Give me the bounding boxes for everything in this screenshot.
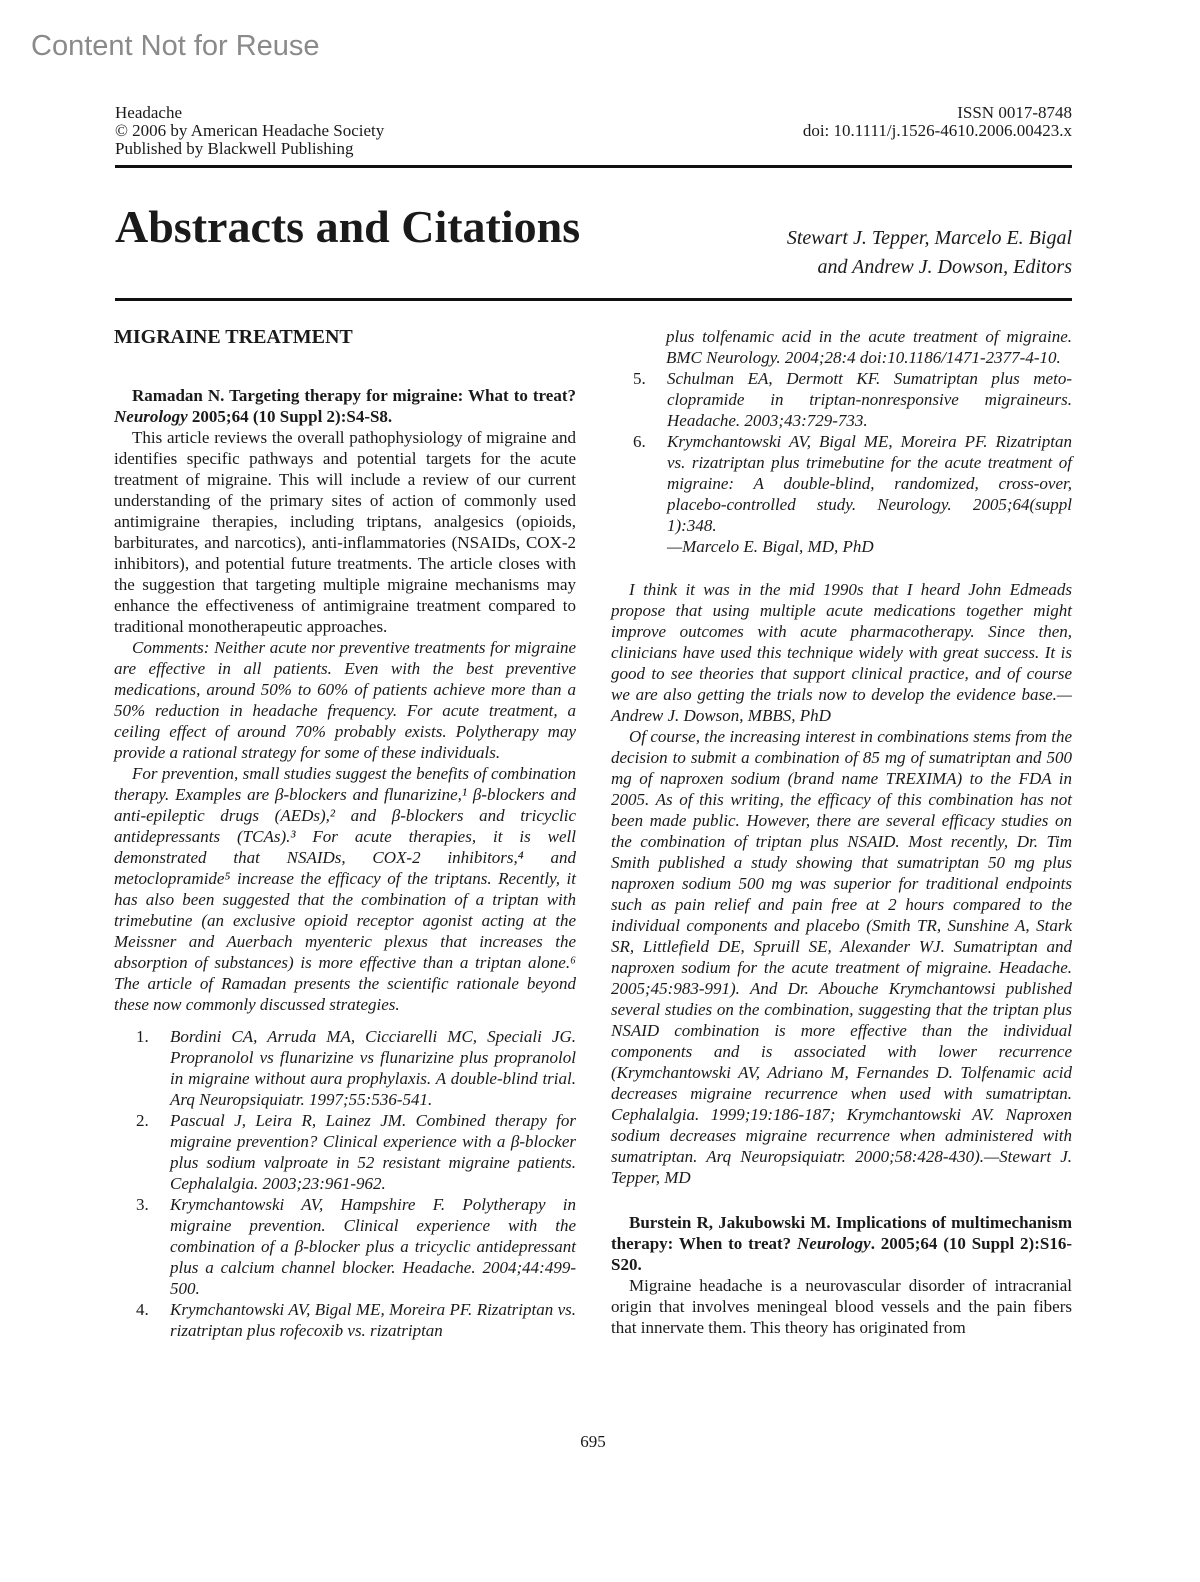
section-title: MIGRAINE TREATMENT bbox=[114, 326, 353, 348]
editors bbox=[787, 224, 1072, 282]
reference-item bbox=[114, 1194, 576, 1299]
reference-number: 2. bbox=[136, 1111, 149, 1130]
editors-line-2: and Andrew J. Dowson, Editors bbox=[817, 256, 1072, 278]
reference-item bbox=[114, 1110, 576, 1194]
citation-text: Burstein R, Jakubowski M. Implications of multimechanism therapy: When to treat? bbox=[611, 1213, 1072, 1253]
reference-text: Bordini CA, Arruda MA, Cicciarelli MC, Speciali JG. Propranolol vs flunarizine vs flunarizine plus propranolol in migraine without aura prophylaxis. A double-blind trial. Arq Neuropsiquiatr. 1997;55:536-541. bbox=[170, 1027, 576, 1109]
reference-text: Krymchantowski AV, Bigal ME, Moreira PF. Rizatriptan vs. rizatriptan plus trimebutine for the acute treatment of migraine: A double-blind, randomized, cross-over, placebo-controlled study. Neurology. 2005;64(suppl 1):348. bbox=[667, 432, 1072, 535]
citation-text: Ramadan N. Targeting therapy for migraine: What to treat? bbox=[132, 386, 576, 405]
reference-text: plus tolfenamic acid in the acute treatment of migraine. BMC Neurology. 2004;28:4 doi:10.1186/1471-2377-4-10. bbox=[666, 327, 1072, 367]
citation-journal: Neurology bbox=[797, 1234, 871, 1253]
header-rule bbox=[115, 165, 1072, 168]
reference-text: Pascual J, Leira R, Lainez JM. Combined therapy for migraine prevention? Clinical experience with a β-blocker plus sodium valproate in 52 resistant migraine patients. Cephalalgia. 2003;23:961-962. bbox=[170, 1111, 576, 1193]
watermark: Content Not for Reuse bbox=[31, 30, 320, 62]
publisher-line: Published by Blackwell Publishing bbox=[115, 139, 354, 158]
reference-number: 5. bbox=[633, 369, 646, 388]
citation-details: 2005;64 (10 Suppl 2):S4-S8. bbox=[191, 407, 393, 426]
reference-number: 6. bbox=[633, 432, 646, 451]
left-column bbox=[114, 322, 576, 1341]
comments-paragraph-1: Comments: Neither acute nor preventive treatments for migraine are effective in all patients. Even with the best preventive medications, around 50% to 60% of patients achieve more than a 50% reduction in headache frequency. For acute treatment, a ceiling effect of around 70% probably exists. Polytherapy may provide a rational strategy for some of these individuals. bbox=[114, 638, 576, 762]
article-citation-2 bbox=[611, 1212, 1072, 1275]
page-number: 695 bbox=[580, 1432, 606, 1451]
page-title: Abstracts and Citations bbox=[115, 201, 581, 252]
copyright-line: © 2006 by American Headache Society bbox=[115, 121, 385, 140]
article-abstract: This article reviews the overall pathophysiology of migraine and identifies specific pathways and potential targets for the acute treatment of migraine. This will include a review of our current understanding of the primary sites of action of commonly used antimigraine therapies, including triptans, analgesics (opioids, barbiturates, and narcotics), anti-inflammatories (NSAIDs, COX-2 inhibitors), and potential future treatments. The article closes with the suggestion that targeting multiple migraine mechanisms may enhance the effectiveness of antimigraine treatment compared to traditional monotherapeutic approaches. bbox=[114, 428, 576, 636]
editors-line-1: Stewart J. Tepper, Marcelo E. Bigal bbox=[786, 227, 1072, 249]
dowson-comment: I think it was in the mid 1990s that I heard John Edmeads propose that using multiple acute medications together might improve outcomes with acute pharmacotherapy. Since then, clinicians have used this technique widely with great success. It is good to see theories that support clinical practice, and of course we are also getting the trials now to develop the evidence base.—Andrew J. Dowson, MBBS, PhD bbox=[611, 580, 1072, 725]
citation-journal: Neurology bbox=[114, 407, 188, 426]
reference-item bbox=[611, 431, 1072, 536]
issn-doi-block bbox=[803, 104, 1072, 140]
issn: ISSN 0017-8748 bbox=[957, 103, 1072, 122]
reference-number: 4. bbox=[136, 1300, 149, 1319]
reference-text: Krymchantowski AV, Hampshire F. Polytherapy in migraine prevention. Clinical experience with the combination of a β-blocker plus a tricyclic antidepressant plus a calcium channel blocker. Headache. 2004;44:499-500. bbox=[170, 1195, 576, 1298]
reference-item bbox=[114, 1026, 576, 1110]
reference-text: Schulman EA, Dermott KF. Sumatriptan plus metoclopramide in triptan-nonresponsive migraineurs. Headache. 2003;43:729-733. bbox=[667, 369, 1072, 430]
title-rule bbox=[115, 298, 1072, 301]
reference-item bbox=[114, 1299, 576, 1341]
citation-details: . 2005;64 (10 Suppl 2):S16-S20. bbox=[611, 1234, 1072, 1274]
doi: doi: 10.1111/j.1526-4610.2006.00423.x bbox=[802, 121, 1072, 140]
comments-paragraph-2: For prevention, small studies suggest the benefits of combination therapy. Examples are β-blockers and flunarizine,¹ β-blockers and anti-epileptic drugs (AEDs),² and β-blockers and tricyclic antidepressants (TCAs).³ For acute therapies, it is well demonstrated that NSAIDs, COX-2 inhibitors,⁴ and metoclopramide⁵ increase the efficacy of the triptans. Recently, it has also been suggested that the combination of a triptan with trimebutine (an exclusive opioid receptor agonist acting at the Meissner and Auerbach myenteric plexus that increases the absorption of substances) is more effective than a triptan alone.⁶ The article of Ramadan presents the scientific rationale beyond these now commonly discussed strategies. bbox=[114, 764, 576, 1014]
article-citation bbox=[114, 385, 576, 427]
journal-name: Headache bbox=[115, 103, 183, 122]
tepper-comment: Of course, the increasing interest in combinations stems from the decision to submit a combination of 85 mg of sumatriptan and 500 mg of naproxen sodium (brand name TREXIMA) to the FDA in 2005. As of this writing, the efficacy of this combination has not been made public. However, there are several efficacy studies on the combination of triptan plus NSAID. Most recently, Dr. Tim Smith published a study showing that sumatriptan 50 mg plus naproxen sodium 500 mg was superior for traditional endpoints such as pain relief and pain free at 2 hours compared to the individual components and placebo (Smith TR, Sunshine A, Stark SR, Littlefield DE, Spruill SE, Alexander WJ. Sumatriptan and naproxen sodium for the acute treatment of migraine. Headache. 2005;45:983-991). And Dr. Abouche Krymchantowsi published several studies on the combination, suggesting that the triptan plus NSAID combination is more effective than the individual components and is associated with lower recurrence (Krymchantowski AV, Adriano M, Fernandes D. Tolfenamic acid decreases migraine recurrence when used with sumatriptan. Cephalalgia. 1999;19:186-187; Krymchantowski AV. Naproxen sodium decreases migraine recurrence when administered with sumatriptan. Arq Neuropsiquiatr. 2000;58:428-430).—Stewart J. Tepper, MD bbox=[611, 727, 1072, 1187]
journal-header bbox=[115, 104, 384, 158]
reference-list-continued bbox=[611, 368, 1072, 536]
reference-continuation bbox=[611, 326, 1072, 368]
editor-signature: —Marcelo E. Bigal, MD, PhD bbox=[667, 537, 874, 556]
reference-number: 3. bbox=[136, 1195, 149, 1214]
article-abstract-2: Migraine headache is a neurovascular disorder of intracranial origin that involves meningeal blood vessels and the pain fibers that innervate them. This theory has originated from bbox=[611, 1276, 1072, 1337]
reference-text: Krymchantowski AV, Bigal ME, Moreira PF. Rizatriptan vs. rizatriptan plus rofecoxib vs. rizatriptan bbox=[170, 1300, 576, 1340]
reference-number: 1. bbox=[136, 1027, 149, 1046]
right-column bbox=[611, 326, 1072, 1338]
reference-list bbox=[114, 1026, 576, 1341]
reference-item bbox=[611, 368, 1072, 431]
